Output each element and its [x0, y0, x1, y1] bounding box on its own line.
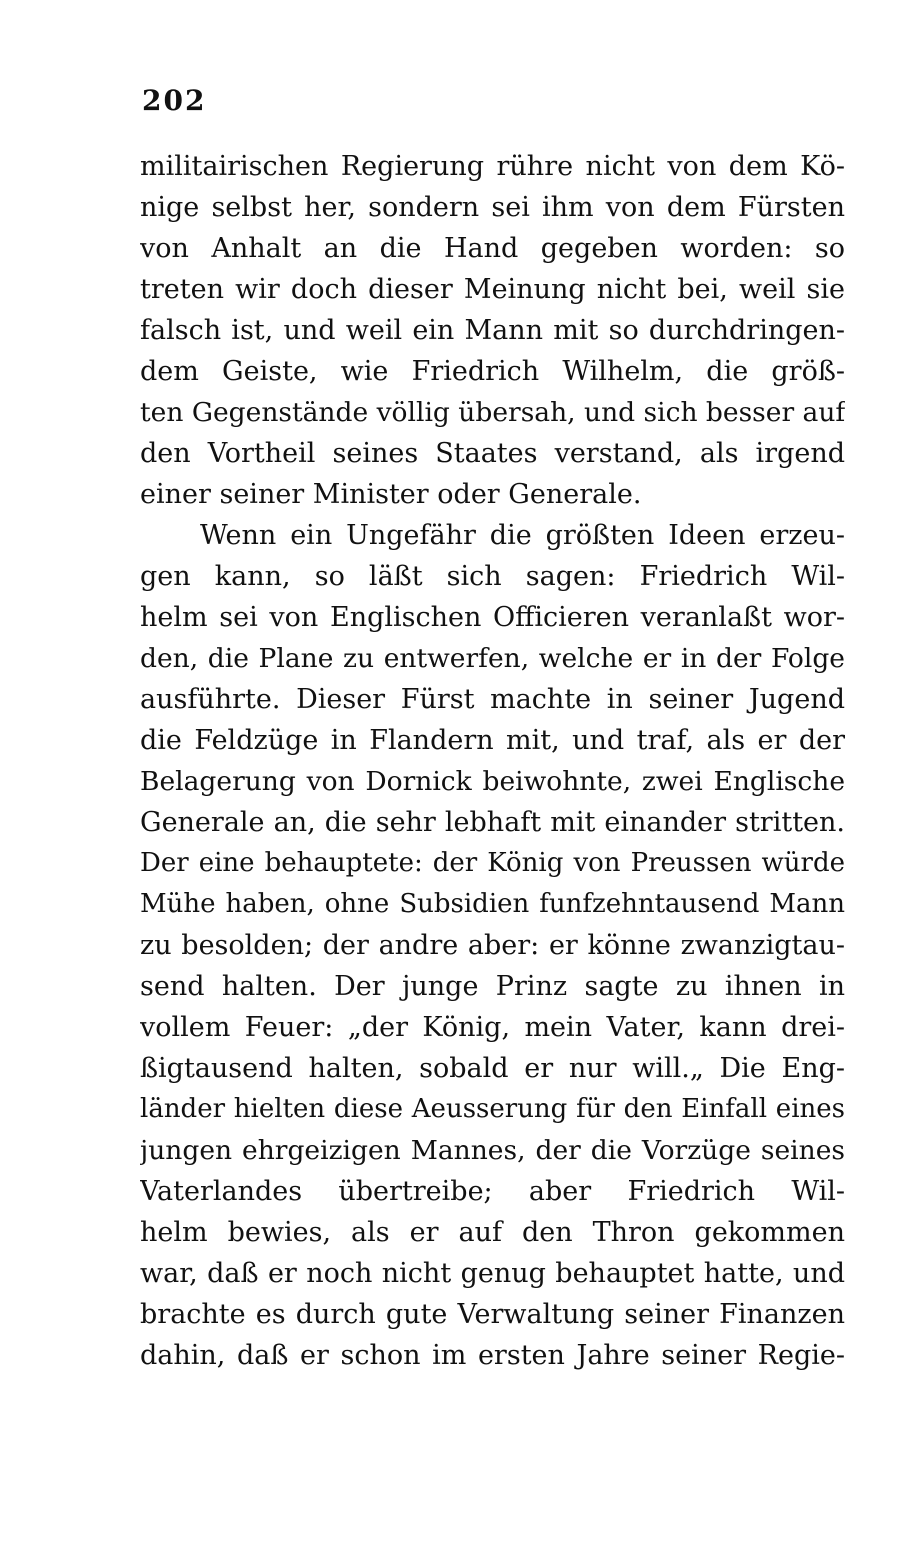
- text-line: den Vortheil seines Staates verstand, als irgend: [140, 438, 845, 469]
- text-line: brachte es durch gute Verwaltung seiner Finanzen: [140, 1299, 845, 1330]
- text-line: vollem Feuer: „der König, mein Vater, kann drei-: [140, 1012, 845, 1043]
- text-line: dahin, daß er schon im ersten Jahre seiner Regie-: [140, 1340, 845, 1371]
- text-line: gen kann, so läßt sich sagen: Friedrich Wil-: [140, 561, 845, 592]
- text-line: nige selbst her, sondern sei ihm von dem Fürsten: [140, 192, 845, 223]
- page-text: [140, 146, 845, 1376]
- text-line: länder hielten diese Aeusserung für den Einfall eines: [140, 1094, 845, 1124]
- text-line: ten Gegenstände völlig übersah, und sich besser auf: [140, 397, 845, 428]
- text-line: militairischen Regierung rühre nicht von dem Kö-: [140, 151, 845, 182]
- text-line: die Feldzüge in Flandern mit, und traf, als er der: [140, 725, 845, 756]
- text-line: ausführte. Dieser Fürst machte in seiner Jugend: [140, 684, 845, 715]
- text-line: helm sei von Englischen Officieren veranlaßt wor-: [140, 602, 845, 633]
- text-line: Mühe haben, ohne Subsidien funfzehntausend Mann: [140, 889, 845, 919]
- text-line: helm bewies, als er auf den Thron gekommen: [140, 1217, 845, 1248]
- text-line: einer seiner Minister oder Generale.: [140, 479, 642, 510]
- page-number: 202: [142, 84, 207, 117]
- text-line: Der eine behauptete: der König von Preussen würde: [140, 848, 845, 878]
- text-line: Wenn ein Ungefähr die größten Ideen erzeu-: [200, 520, 845, 551]
- text-line: send halten. Der junge Prinz sagte zu ihnen in: [140, 971, 845, 1002]
- text-line: von Anhalt an die Hand gegeben worden: so: [140, 233, 845, 264]
- text-line: zu besolden; der andre aber: er könne zwanzigtau-: [140, 930, 845, 961]
- text-line: den, die Plane zu entwerfen, welche er in der Folge: [140, 643, 845, 674]
- text-line: Belagerung von Dornick beiwohnte, zwei Englische: [140, 766, 845, 797]
- text-line: dem Geiste, wie Friedrich Wilhelm, die größ-: [140, 356, 845, 387]
- text-line: falsch ist, und weil ein Mann mit so durchdringen-: [140, 315, 845, 346]
- text-line: ßigtausend halten, sobald er nur will.„ Die Eng-: [140, 1053, 845, 1084]
- text-line: Generale an, die sehr lebhaft mit einander stritten.: [140, 807, 845, 838]
- text-line: treten wir doch dieser Meinung nicht bei, weil sie: [140, 274, 845, 305]
- text-line: war, daß er noch nicht genug behauptet hatte, und: [140, 1258, 845, 1289]
- text-line: Vaterlandes übertreibe; aber Friedrich Wil-: [140, 1176, 845, 1207]
- text-line: jungen ehrgeizigen Mannes, der die Vorzüge seines: [140, 1135, 845, 1166]
